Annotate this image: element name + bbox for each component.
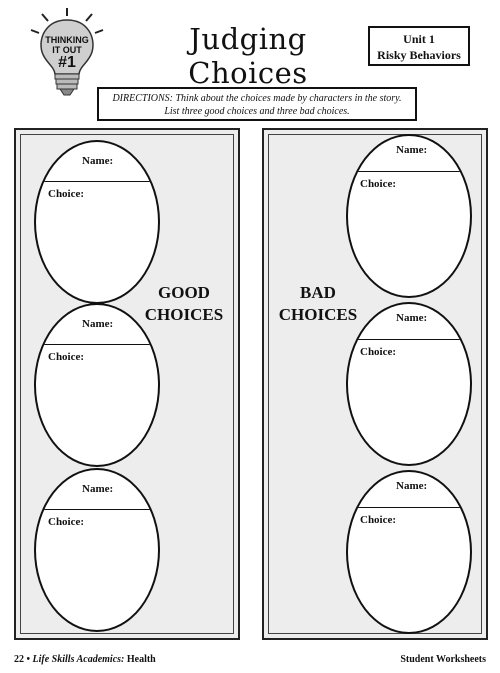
bad-choice-oval-1 — [346, 134, 472, 298]
oval-divider — [36, 344, 158, 345]
choice-label: Choice: — [48, 516, 85, 528]
name-label: Name: — [396, 312, 428, 324]
choice-label: Choice: — [360, 178, 397, 190]
bad-choice-oval-3 — [346, 470, 472, 634]
footer-bullet: • — [26, 654, 31, 665]
oval-divider — [36, 181, 158, 182]
page-number: 22 — [14, 654, 24, 665]
page-title: Judging Choices — [188, 22, 308, 90]
good-choices-panel — [14, 128, 240, 640]
thinking-it-out-badge — [28, 8, 106, 100]
choice-label: Choice: — [360, 346, 397, 358]
choice-label: Choice: — [48, 188, 85, 200]
name-label: Name: — [82, 155, 114, 167]
series-title: Life Skills Academics: — [32, 654, 125, 665]
name-label: Name: — [82, 318, 114, 330]
footer-section-label: Student Worksheets — [400, 654, 486, 665]
good-heading-line-2: CHOICES — [144, 305, 224, 324]
unit-box — [368, 26, 470, 66]
bad-heading-line-1: BAD — [300, 283, 336, 302]
badge-line-2: IT OUT — [52, 45, 82, 55]
subject-title: Health — [126, 654, 156, 665]
good-heading-line-1: GOOD — [158, 283, 210, 302]
page-footer — [14, 654, 486, 665]
good-choice-oval-3 — [34, 468, 160, 632]
good-choices-heading — [144, 282, 224, 326]
oval-divider — [348, 171, 470, 172]
name-label: Name: — [82, 483, 114, 495]
name-label: Name: — [396, 480, 428, 492]
unit-label: Unit 1 — [403, 32, 435, 46]
bad-choices-panel — [262, 128, 488, 640]
bad-choices-heading — [278, 282, 358, 326]
bad-choice-oval-2 — [346, 302, 472, 466]
oval-divider — [348, 507, 470, 508]
choice-label: Choice: — [360, 514, 397, 526]
directions-box — [97, 87, 417, 121]
unit-topic: Risky Behaviors — [377, 48, 461, 62]
badge-line-1: THINKING — [45, 35, 89, 45]
oval-divider — [36, 509, 158, 510]
choice-label: Choice: — [48, 351, 85, 363]
name-label: Name: — [396, 144, 428, 156]
directions-line-1: DIRECTIONS: Think about the choices made by characters in the story. — [112, 93, 402, 104]
good-choice-oval-1 — [34, 140, 160, 304]
oval-divider — [348, 339, 470, 340]
good-choice-oval-2 — [34, 303, 160, 467]
directions-line-2: List three good choices and three bad choices. — [164, 106, 350, 117]
badge-number: #1 — [58, 54, 76, 71]
bad-heading-line-2: CHOICES — [278, 305, 358, 324]
